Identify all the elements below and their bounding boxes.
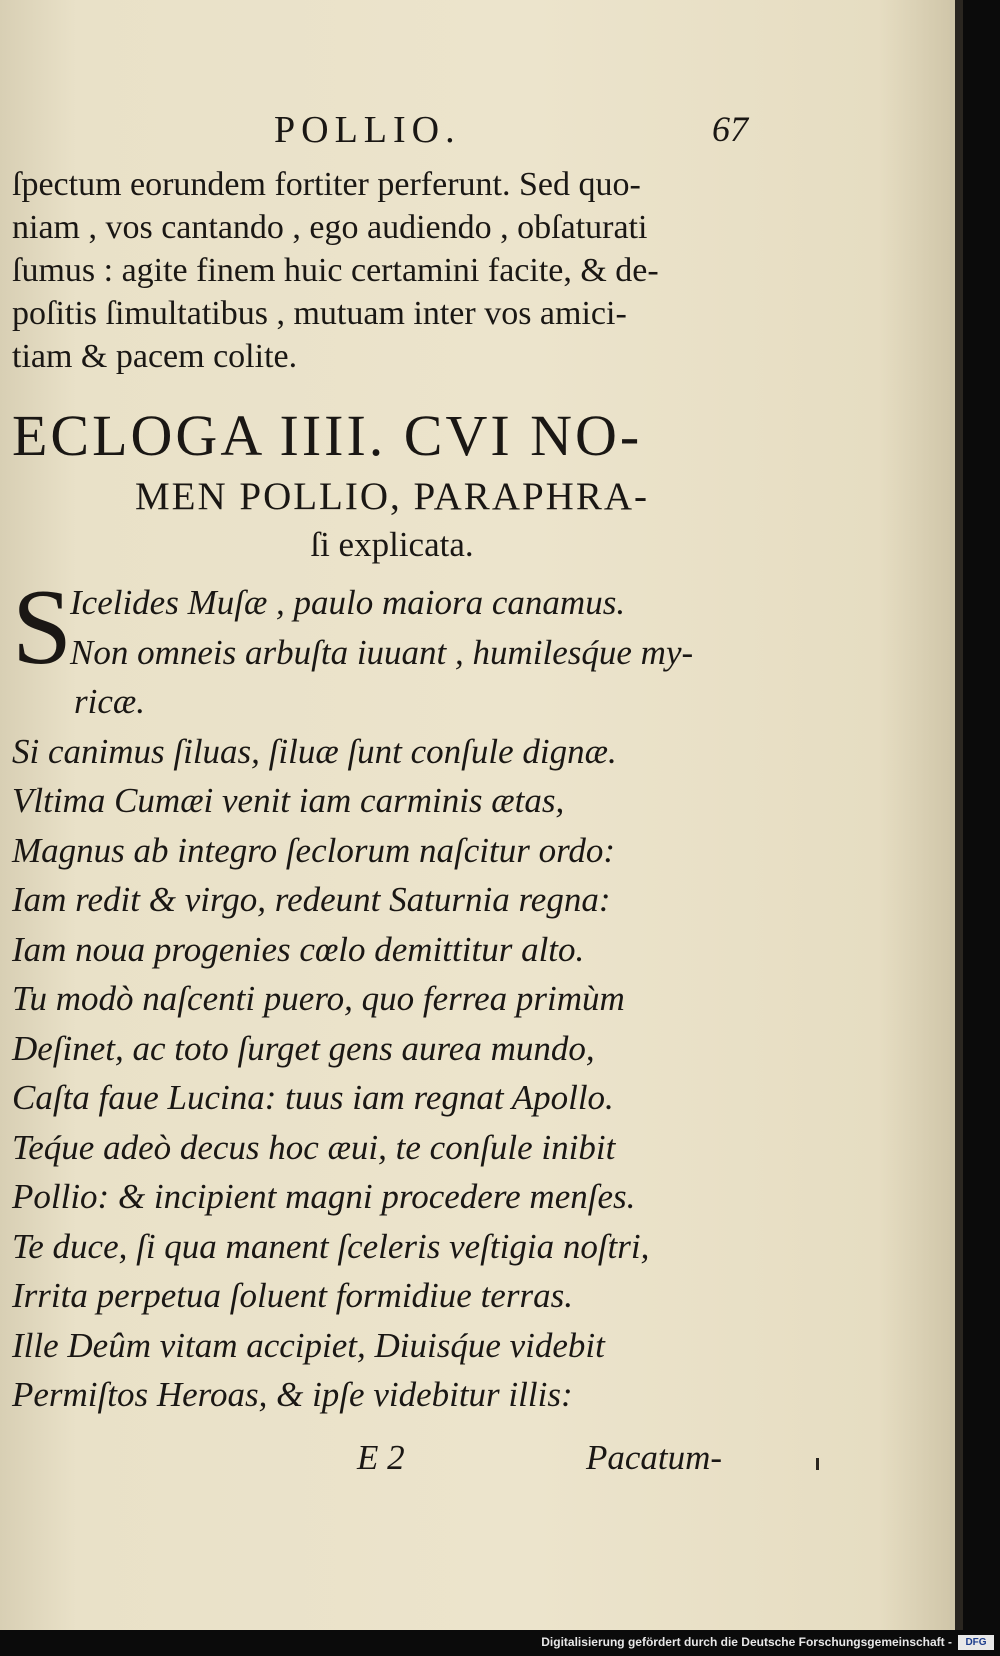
page-header: [12, 108, 772, 158]
verse-line: Iam redit & virgo, redeunt Saturnia regna:: [12, 880, 611, 919]
verse-line: Tu modò naſcenti puero, quo ferrea primùm: [12, 979, 625, 1018]
prose-line: ſpectum eorundem fortiter perferunt. Sed quo-: [12, 166, 641, 203]
verse-line: Deſinet, ac toto ſurget gens aurea mundo,: [12, 1028, 595, 1068]
verse-line: Caſta faue Lucina: tuus iam regnat Apollo.: [12, 1078, 614, 1117]
verse-line: Icelides Muſæ , paulo maiora canamus.: [70, 583, 626, 622]
verse-line: Teq́ue adeò decus hoc æui, te conſule inibit: [12, 1127, 616, 1167]
paper-speck: [816, 1458, 819, 1470]
prose-line: tiam & pacem colite.: [12, 338, 298, 375]
verse-line: Non omneis arbuſta iuuant , humilesq́ue my-: [70, 632, 694, 672]
prose-line: ſumus : agite finem huic certamini facite, & de-: [12, 252, 659, 289]
running-head: POLLIO.: [274, 109, 461, 151]
page-footer: [12, 1438, 772, 1488]
funding-credit: Digitalisierung gefördert durch die Deutsche Forschungsgemeinschaft -: [541, 1635, 952, 1649]
prose-paragraph: [12, 163, 772, 378]
catchword: Pacatum-: [586, 1438, 723, 1477]
verse-line: Irrita perpetua ſoluent formidiue terras.: [12, 1276, 573, 1315]
title-line: ECLOGA IIII. CVI NO-: [12, 403, 643, 468]
title-line: MEN POLLIO, PARAPHRA-: [134, 475, 650, 518]
prose-line: poſitis ſimultatibus , mutuam inter vos amici-: [12, 295, 627, 332]
digitization-footer: [0, 1630, 1000, 1656]
verse-line: Permiſtos Heroas, & ipſe videbitur illis:: [12, 1375, 573, 1414]
verse-line: ricæ.: [74, 682, 145, 721]
verse-line: Magnus ab integro ſeclorum naſcitur ordo:: [12, 830, 616, 870]
drop-cap: S: [12, 568, 73, 687]
verse-line: Iam noua progenies cœlo demittitur alto.: [12, 929, 585, 969]
verse-line: Te duce, ſi qua manent ſceleris veſtigia noſtri,: [12, 1226, 650, 1266]
page-number: 67: [712, 109, 748, 149]
dfg-logo-icon: DFG: [958, 1635, 994, 1650]
verse-line: Ille Deûm vitam accipiet, Diuisq́ue videbit: [12, 1325, 605, 1365]
verse-block: [12, 568, 772, 1420]
verse-line: Pollio: & incipient magni procedere menſes.: [12, 1177, 636, 1216]
verse-line: Si canimus ſiluas, ſiluæ ſunt conſule dignæ.: [12, 731, 617, 771]
eclogue-title: [12, 404, 772, 568]
title-line: ſi explicata.: [310, 525, 474, 564]
verse-line: Vltima Cumæi venit iam carminis ætas,: [12, 781, 565, 820]
prose-line: niam , vos cantando , ego audiendo , obſaturati: [12, 209, 648, 246]
signature-mark: E 2: [357, 1438, 405, 1477]
